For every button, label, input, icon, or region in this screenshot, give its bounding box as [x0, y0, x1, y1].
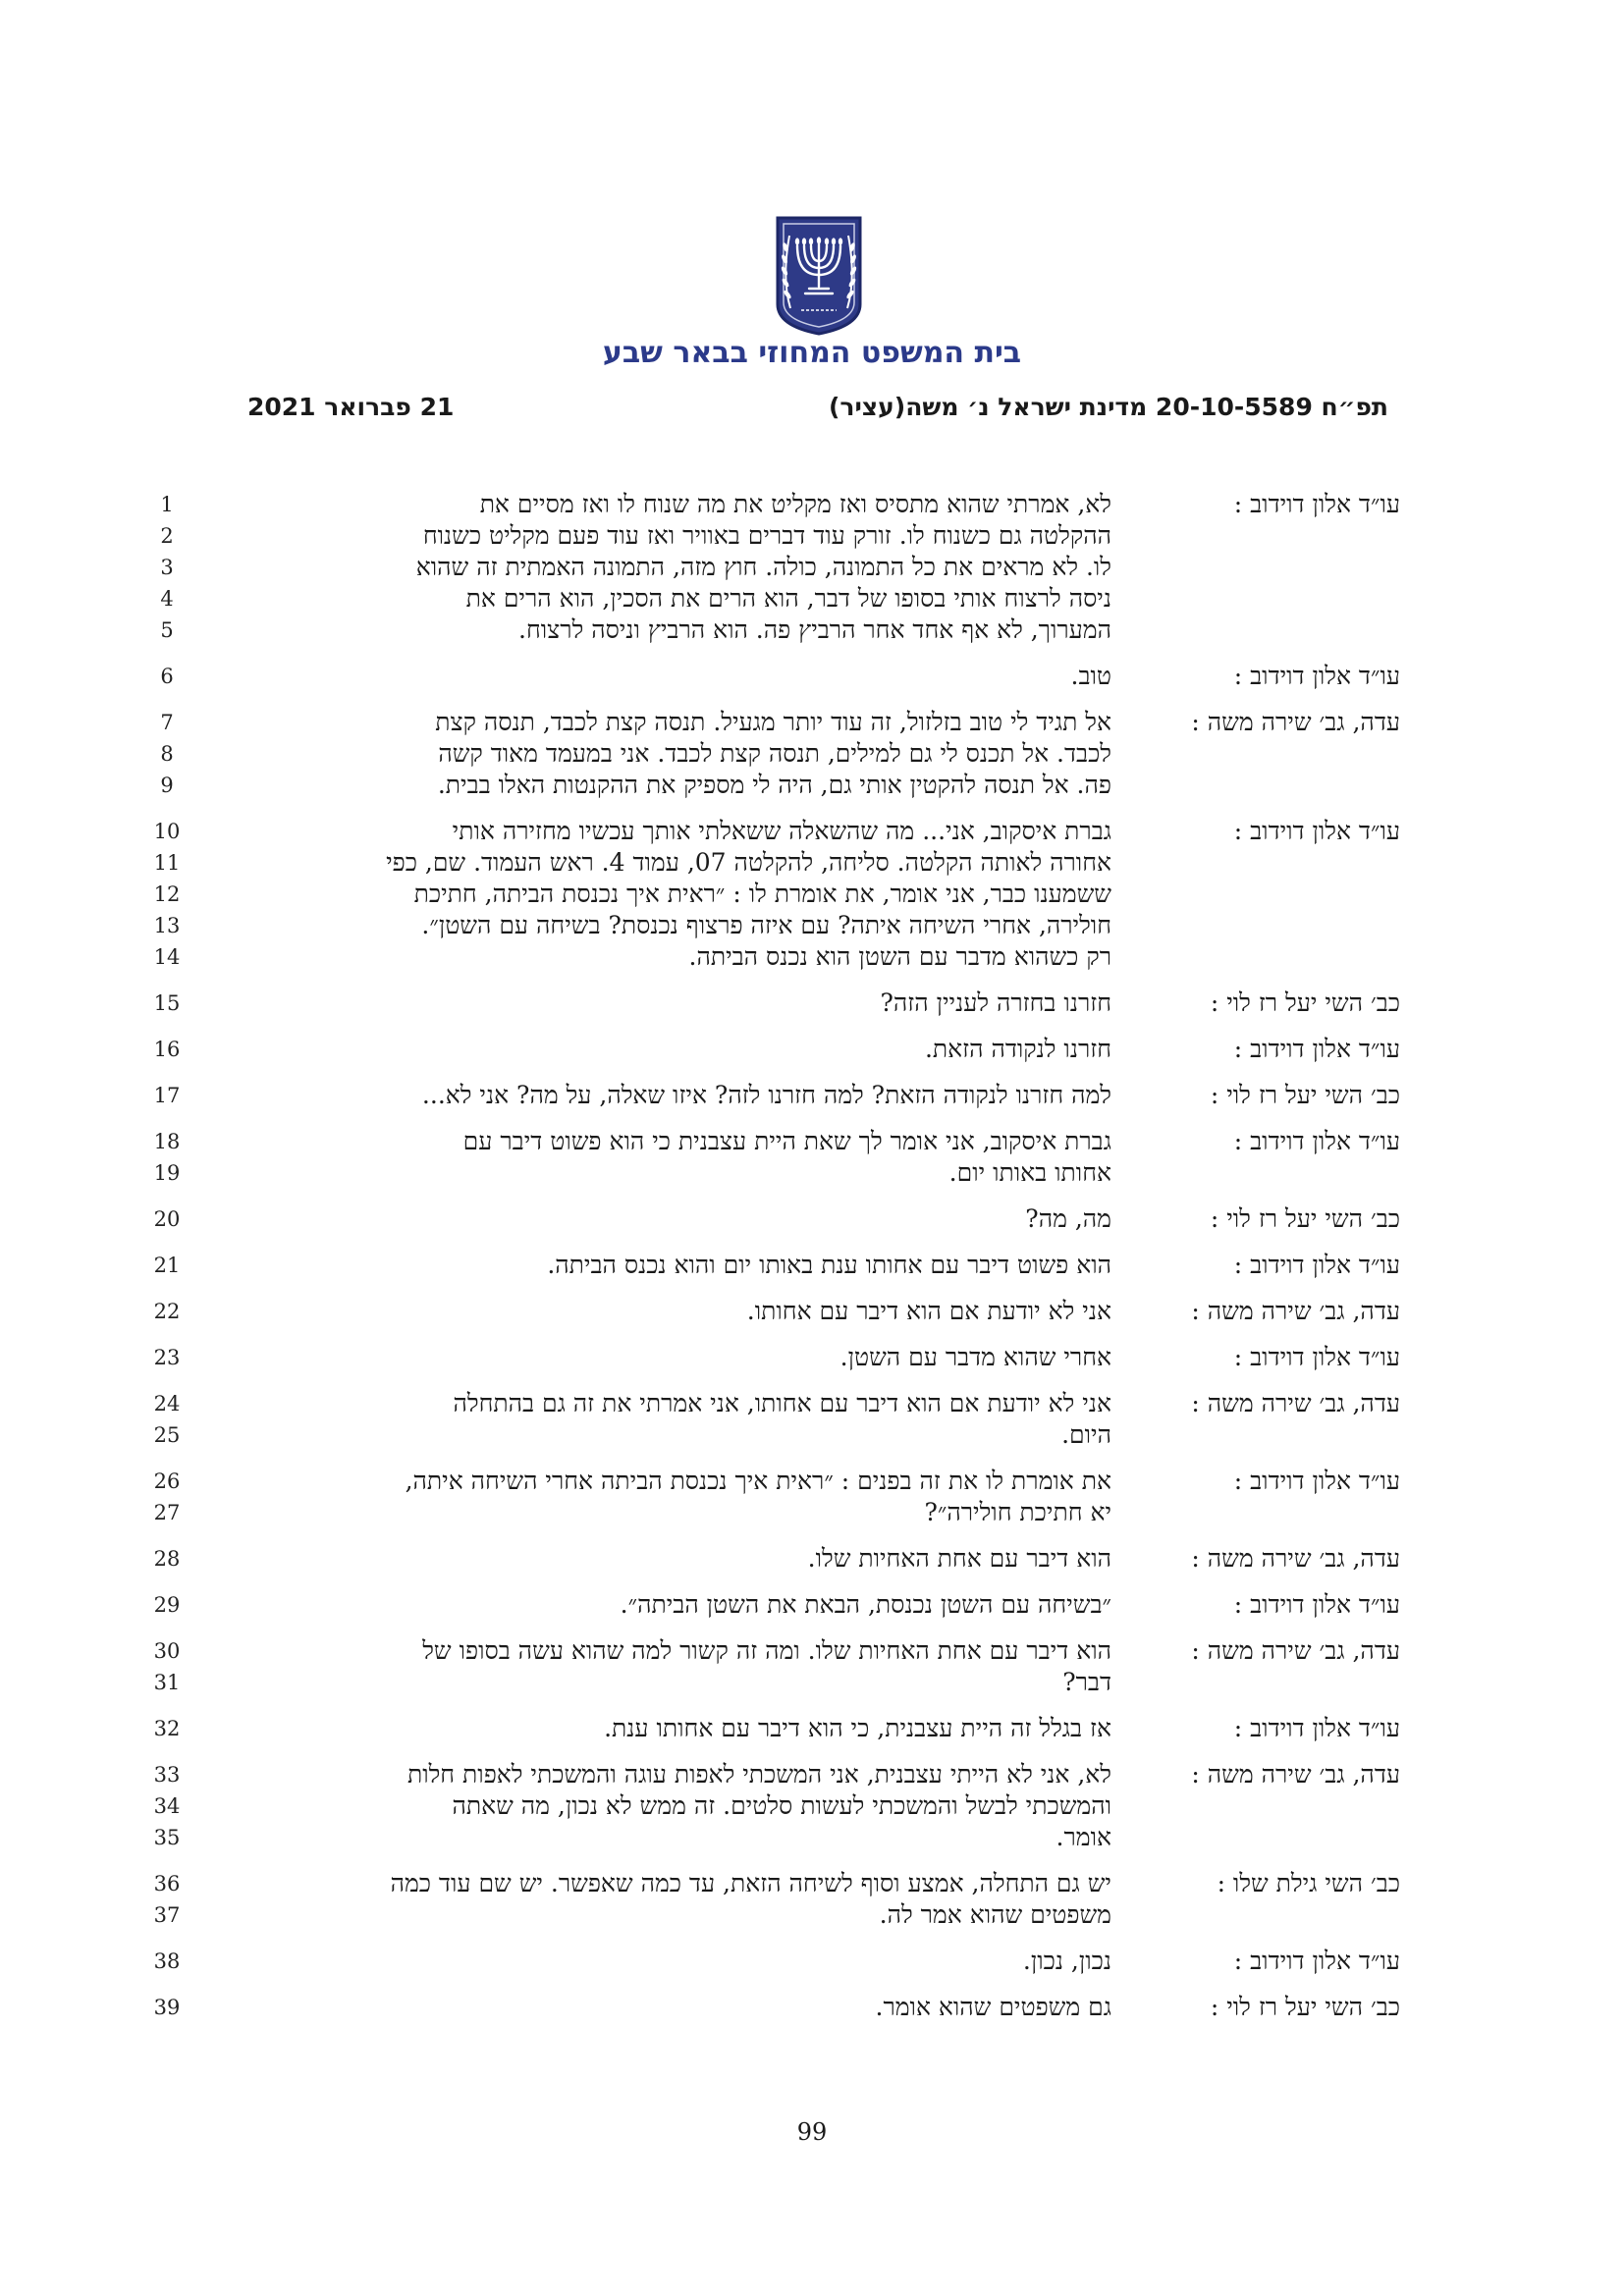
- line-numbers: [147, 1466, 187, 1528]
- utterance-line: לו. לא מראים את כל התמונה, כולה. חוץ מזה, התמונה האמתית זה שהוא: [415, 553, 1111, 581]
- utterance-line: חזרנו לנקודה הזאת.: [924, 1035, 1111, 1063]
- utterance-line: ״בשיחה עם השטן נכנסת, הבאת את השטן הביתה״.: [620, 1590, 1111, 1619]
- speaker-label: עדה, גב׳ שירה משה :: [1191, 708, 1400, 736]
- speaker-label: עו״ד אלון דוידוב :: [1233, 817, 1400, 845]
- speaker-label: כב׳ השי יעל רז לוי :: [1210, 988, 1400, 1017]
- utterance-text: [238, 988, 1111, 1019]
- utterance-text: [238, 1342, 1111, 1373]
- utterance-line: אחרי שהוא מדבר עם השטן.: [839, 1343, 1111, 1371]
- utterance-text: [238, 1946, 1111, 1977]
- line-number: 5: [160, 618, 174, 642]
- utterance-line: דבר?: [1062, 1668, 1111, 1696]
- speaker-label: עדה, גב׳ שירה משה :: [1191, 1636, 1400, 1665]
- speaker-label: עו״ד אלון דוידוב :: [1233, 1590, 1400, 1619]
- court-name: בית המשפט המחוזי בבאר שבע: [602, 336, 1022, 370]
- transcript-entry: [0, 988, 1624, 1019]
- line-number: 10: [153, 820, 181, 843]
- transcript-entry: [0, 1589, 1624, 1621]
- utterance-text: [238, 1992, 1111, 2023]
- utterance-text: [238, 1589, 1111, 1621]
- utterance-line: הוא דיבר עם אחת האחיות שלו.: [807, 1544, 1111, 1573]
- line-number: 23: [153, 1346, 181, 1369]
- utterance-line: למה חזרנו לנקודה הזאת? למה חזרנו לזה? איזו שאלה, על מה? אני לא...: [421, 1081, 1111, 1109]
- transcript-entry: [0, 489, 1624, 646]
- utterance-line: אחותו באותו יום.: [948, 1158, 1111, 1187]
- utterance-line: את אומרת לו את זה בפנים : ״ראית איך נכנסת הביתה אחרי השיחה איתה,: [405, 1467, 1111, 1495]
- utterance-line: אז בגלל זה היית עצבנית, כי הוא דיבר עם אחותו ענת.: [604, 1714, 1111, 1742]
- line-number: 17: [153, 1084, 181, 1107]
- utterance-line: חולירה, אחרי השיחה איתה? עם איזה פרצוף נכנסת? בשיחה עם השטן״.: [421, 911, 1111, 939]
- utterance-line: מה, מה?: [1025, 1204, 1111, 1233]
- utterance-text: [238, 1868, 1111, 1931]
- utterance-text: [238, 1034, 1111, 1065]
- transcript-entry: [0, 707, 1624, 801]
- utterance-text: [238, 661, 1111, 692]
- utterance-text: [238, 1388, 1111, 1451]
- line-numbers: [147, 1543, 187, 1575]
- utterance-line: ההקלטה גם כשנוח לו. זורק עוד דברים באוויר ואז עוד פעם מקליט כשנוח: [422, 521, 1111, 550]
- line-numbers: [147, 1203, 187, 1235]
- utterance-line: היום.: [1061, 1420, 1111, 1449]
- line-number: 39: [153, 1996, 181, 2019]
- utterance-line: אחורה לאותה הקלטה. סליחה, להקלטה 07, עמוד 4. ראש העמוד. שם, כפי: [386, 848, 1111, 877]
- line-number: 18: [153, 1130, 181, 1153]
- line-number: 38: [153, 1949, 181, 1973]
- line-number: 33: [153, 1763, 181, 1787]
- line-number: 11: [153, 851, 181, 875]
- line-numbers: [147, 816, 187, 973]
- speaker-label: עו״ד אלון דוידוב :: [1233, 1714, 1400, 1742]
- line-number: 7: [160, 711, 174, 734]
- transcript-entry: [0, 1466, 1624, 1528]
- line-numbers: [147, 1992, 187, 2023]
- line-numbers: [147, 1635, 187, 1698]
- transcript-entry: [0, 661, 1624, 692]
- utterance-line: ניסה לרצוח אותי בסופו של דבר, הוא הרים את הסכין, הוא הרים את: [465, 584, 1111, 613]
- speaker-label: עדה, גב׳ שירה משה :: [1191, 1544, 1400, 1573]
- line-number: 4: [160, 587, 174, 611]
- speaker-label: עדה, גב׳ שירה משה :: [1191, 1760, 1400, 1789]
- speaker-label: עדה, גב׳ שירה משה :: [1191, 1297, 1400, 1325]
- line-number: 34: [153, 1794, 181, 1818]
- speaker-label: עו״ד אלון דוידוב :: [1233, 1947, 1400, 1975]
- hearing-date: 21 פברואר 2021: [247, 393, 455, 421]
- utterance-text: [238, 489, 1111, 646]
- line-number: 22: [153, 1300, 181, 1323]
- utterance-line: משפטים שהוא אמר לה.: [879, 1900, 1111, 1929]
- line-number: 6: [160, 665, 174, 688]
- utterance-line: אומר.: [1056, 1823, 1111, 1851]
- speaker-label: כב׳ השי יעל רז לוי :: [1210, 1993, 1400, 2021]
- line-number: 21: [153, 1254, 181, 1277]
- line-number: 24: [153, 1392, 181, 1415]
- line-numbers: [147, 707, 187, 801]
- utterance-text: [238, 816, 1111, 973]
- line-number: 31: [153, 1671, 181, 1694]
- line-numbers: [147, 1126, 187, 1189]
- utterance-text: [238, 1713, 1111, 1744]
- line-number: 32: [153, 1717, 181, 1740]
- line-number: 36: [153, 1872, 181, 1896]
- utterance-line: פה. אל תנסה להקטין אותי גם, היה לי מספיק את ההקנטות האלו בבית.: [437, 771, 1111, 799]
- utterance-line: יש גם התחלה, אמצע וסוף לשיחה הזאת, עד כמה שאפשר. יש שם עוד כמה: [390, 1869, 1111, 1897]
- transcript-entry: [0, 1635, 1624, 1698]
- transcript-entry: [0, 1713, 1624, 1744]
- line-number: 30: [153, 1639, 181, 1663]
- speaker-label: עו״ד אלון דוידוב :: [1233, 1035, 1400, 1063]
- line-number: 3: [160, 556, 174, 579]
- line-numbers: [147, 1250, 187, 1281]
- utterance-text: [238, 1203, 1111, 1235]
- speaker-label: כב׳ השי גילת שלו :: [1217, 1869, 1400, 1897]
- line-numbers: [147, 661, 187, 692]
- line-number: 19: [153, 1161, 181, 1185]
- utterance-text: [238, 1543, 1111, 1575]
- speaker-label: עו״ד אלון דוידוב :: [1233, 1127, 1400, 1155]
- line-number: 15: [153, 991, 181, 1015]
- line-number: 20: [153, 1207, 181, 1231]
- utterance-text: [238, 1126, 1111, 1189]
- line-number: 1: [160, 493, 174, 516]
- line-number: 29: [153, 1593, 181, 1617]
- utterance-line: חזרנו בחזרה לעניין הזה?: [880, 988, 1111, 1017]
- line-numbers: [147, 1759, 187, 1853]
- line-number: 37: [153, 1903, 181, 1927]
- speaker-label: עו״ד אלון דוידוב :: [1233, 1343, 1400, 1371]
- speaker-label: כב׳ השי יעל רז לוי :: [1210, 1081, 1400, 1109]
- speaker-label: עו״ד אלון דוידוב :: [1233, 662, 1400, 690]
- utterance-line: טוב.: [1070, 662, 1111, 690]
- line-number: 16: [153, 1038, 181, 1061]
- utterance-line: אל תגיד לי טוב בזלזול, זה עוד יותר מגעיל. תנסה קצת לכבד, תנסה קצת: [435, 708, 1111, 736]
- utterance-line: הוא דיבר עם אחת האחיות שלו. ומה זה קשור למה שהוא עשה בסופו של: [422, 1636, 1111, 1665]
- transcript-entry: [0, 1203, 1624, 1235]
- transcript-entry: [0, 1992, 1624, 2023]
- utterance-line: והמשכתי לבשל והמשכתי לעשות סלטים. זה ממש לא נכון, מה שאתה: [452, 1791, 1111, 1820]
- speaker-label: עו״ד אלון דוידוב :: [1233, 490, 1400, 518]
- speaker-label: עדה, גב׳ שירה משה :: [1191, 1389, 1400, 1417]
- line-number: 27: [153, 1501, 181, 1524]
- utterance-line: גם משפטים שהוא אומר.: [875, 1993, 1111, 2021]
- transcript-entry: [0, 1034, 1624, 1065]
- utterance-line: ששמענו כבר, אני אומר, את אומרת לו : ״ראית איך נכנסת הביתה, חתיכת: [413, 880, 1111, 908]
- utterance-text: [238, 1296, 1111, 1327]
- line-number: 12: [153, 882, 181, 906]
- transcript-entry: [0, 1543, 1624, 1575]
- utterance-text: [238, 1250, 1111, 1281]
- transcript-entry: [0, 1388, 1624, 1451]
- utterance-line: נכון, נכון.: [1022, 1947, 1111, 1975]
- line-numbers: [147, 1388, 187, 1451]
- utterance-text: [238, 707, 1111, 801]
- transcript-entry: [0, 1126, 1624, 1189]
- utterance-text: [238, 1635, 1111, 1698]
- transcript-entry: [0, 1868, 1624, 1931]
- line-number: 35: [153, 1826, 181, 1849]
- line-numbers: [147, 1296, 187, 1327]
- line-numbers: [147, 1034, 187, 1065]
- utterance-line: לכבד. אל תכנס לי גם למילים, תנסה קצת לכבד. אני במעמד מאוד קשה: [438, 739, 1111, 768]
- utterance-line: אני לא יודעת אם הוא דיבר עם אחותו, אני אמרתי את זה גם בהתחלה: [453, 1389, 1111, 1417]
- line-numbers: [147, 1589, 187, 1621]
- utterance-line: גברת איסקוב, אני אומר לך שאת היית עצבנית כי הוא פשוט דיבר עם: [462, 1127, 1111, 1155]
- speaker-label: כב׳ השי יעל רז לוי :: [1210, 1204, 1400, 1233]
- transcript-entry: [0, 1946, 1624, 1977]
- line-numbers: [147, 1946, 187, 1977]
- transcript-entry: [0, 1296, 1624, 1327]
- state-emblem-icon: [772, 214, 866, 336]
- utterance-line: לא, אני לא הייתי עצבנית, אני המשכתי לאפות עוגה והמשכתי לאפות חלות: [406, 1760, 1111, 1789]
- speaker-label: עו״ד אלון דוידוב :: [1233, 1467, 1400, 1495]
- utterance-line: המערוך, לא אף אחד אחר הרביץ פה. הוא הרביץ וניסה לרצוח.: [518, 615, 1111, 644]
- transcript-entry: [0, 816, 1624, 973]
- line-number: 8: [160, 742, 174, 766]
- line-number: 13: [153, 914, 181, 937]
- utterance-line: לא, אמרתי שהוא מתסיס ואז מקליט את מה שנוח לו ואז מסיים את: [479, 490, 1111, 518]
- transcript-entry: [0, 1342, 1624, 1373]
- transcript-entry: [0, 1080, 1624, 1111]
- utterance-line: יא חתיכת חולירה״?: [924, 1498, 1111, 1526]
- utterance-line: גברת איסקוב, אני... מה שהשאלה ששאלתי אותך עכשיו מחזירה אותי: [452, 817, 1111, 845]
- utterance-text: [238, 1466, 1111, 1528]
- transcript-entry: [0, 1250, 1624, 1281]
- page-number: 99: [796, 2118, 828, 2146]
- transcript-entry: [0, 1759, 1624, 1853]
- speaker-label: עו״ד אלון דוידוב :: [1233, 1251, 1400, 1279]
- line-number: 14: [153, 945, 181, 969]
- line-number: 2: [160, 524, 174, 548]
- transcript-body: [0, 489, 1624, 2038]
- line-number: 25: [153, 1423, 181, 1447]
- line-numbers: [147, 1868, 187, 1931]
- line-number: 9: [160, 774, 174, 797]
- line-numbers: [147, 489, 187, 646]
- line-numbers: [147, 1342, 187, 1373]
- utterance-text: [238, 1080, 1111, 1111]
- utterance-line: אני לא יודעת אם הוא דיבר עם אחותו.: [746, 1297, 1111, 1325]
- line-numbers: [147, 988, 187, 1019]
- utterance-text: [238, 1759, 1111, 1853]
- case-number-line: תפ״ח 20-10-5589 מדינת ישראל נ׳ משה(עציר): [828, 393, 1388, 421]
- line-number: 28: [153, 1547, 181, 1571]
- utterance-line: הוא פשוט דיבר עם אחותו ענת באותו יום והוא נכנס הביתה.: [547, 1251, 1111, 1279]
- line-number: 26: [153, 1469, 181, 1493]
- utterance-line: רק כשהוא מדבר עם השטן הוא נכנס הביתה.: [688, 942, 1111, 971]
- line-numbers: [147, 1713, 187, 1744]
- line-numbers: [147, 1080, 187, 1111]
